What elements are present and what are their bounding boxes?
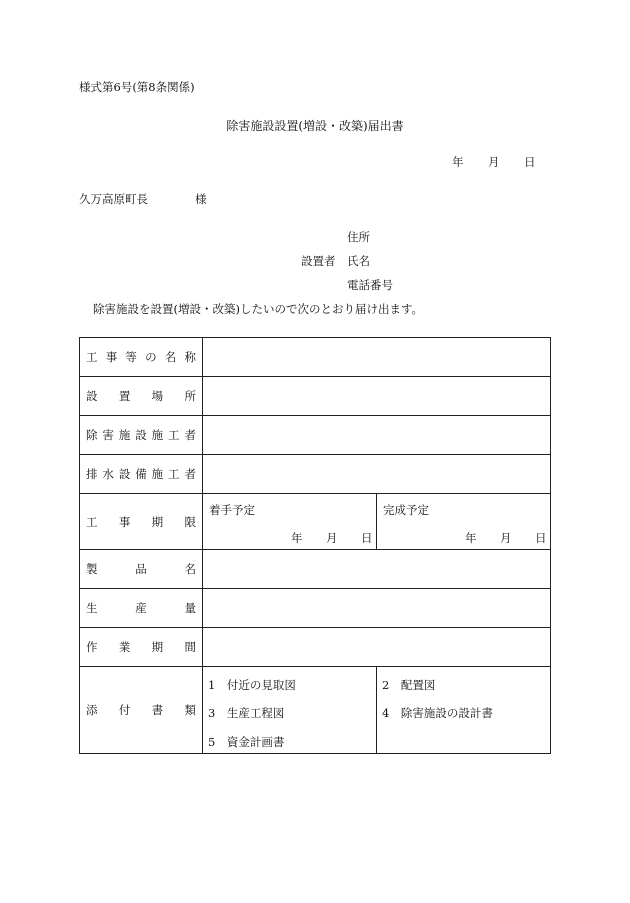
- label-char: 期: [151, 514, 164, 529]
- label-char: 置: [118, 389, 131, 403]
- label-char: 間: [184, 640, 196, 654]
- row-label: [80, 628, 203, 667]
- label-text: [86, 600, 196, 616]
- day-label: 日: [524, 155, 536, 169]
- label-char: 添: [86, 703, 98, 717]
- month-label: 月: [500, 531, 512, 545]
- label-text: [86, 561, 196, 577]
- row-label: [80, 416, 203, 455]
- completion-label: 完成予定: [383, 503, 429, 517]
- row-label: [80, 550, 203, 589]
- year-label: 年: [291, 531, 303, 545]
- label-char: 事: [105, 350, 118, 364]
- day-label: 日: [535, 531, 547, 545]
- attachment-item: 5 資金計画書: [208, 735, 285, 749]
- attachment-item: 4 除害施設の設計書: [382, 706, 493, 720]
- label-char: 業: [118, 640, 131, 654]
- intro-text: 除害施設を設置(増設・改築)したいので次のとおり届け出ます。: [93, 302, 424, 316]
- label-text: [86, 514, 196, 530]
- label-char: 者: [184, 428, 196, 442]
- label-char: 施: [151, 467, 164, 481]
- day-label: 日: [361, 531, 373, 545]
- table-row: [80, 628, 551, 667]
- label-char: 称: [184, 350, 196, 364]
- start-label: 着手予定: [209, 503, 255, 517]
- month-label: 月: [488, 155, 500, 169]
- completion-date-field[interactable]: [377, 494, 551, 550]
- project-name-field[interactable]: [203, 338, 551, 377]
- label-text: [86, 466, 196, 482]
- treatment-contractor-field[interactable]: [203, 416, 551, 455]
- attachments-right: [377, 667, 551, 754]
- label-text: [86, 388, 196, 404]
- label-char: 類: [184, 703, 196, 717]
- month-label: 月: [326, 531, 338, 545]
- year-label: 年: [465, 531, 477, 545]
- label-char: 場: [151, 389, 164, 403]
- start-date-field[interactable]: [203, 494, 377, 550]
- label-char: 設: [135, 428, 147, 442]
- addressee: [79, 192, 207, 206]
- attachment-item: 1 付近の見取図: [208, 678, 296, 692]
- table-row: [80, 455, 551, 494]
- document-title: 除害施設設置(増設・改築)届出書: [226, 119, 404, 133]
- label-char: 者: [184, 467, 196, 481]
- label-char: 設: [86, 389, 98, 403]
- row-label: [80, 667, 203, 754]
- label-char: 工: [86, 350, 98, 364]
- table-row: [80, 416, 551, 455]
- label-char: 生: [86, 601, 98, 615]
- label-char: 排: [86, 467, 98, 481]
- installation-site-field[interactable]: [203, 377, 551, 416]
- label-char: 害: [102, 428, 114, 442]
- table-row: [80, 589, 551, 628]
- label-char: 等: [125, 350, 137, 364]
- attachment-item: 3 生産工程図: [208, 706, 285, 720]
- label-char: 設: [118, 467, 131, 481]
- product-name-field[interactable]: [203, 550, 551, 589]
- row-label: [80, 589, 203, 628]
- honorific: 様: [195, 192, 207, 206]
- attachments-left: [203, 667, 377, 754]
- year-label: 年: [452, 155, 464, 169]
- label-char: 書: [151, 703, 164, 717]
- row-label: [80, 377, 203, 416]
- label-text: [86, 702, 196, 718]
- label-char: 備: [135, 467, 147, 481]
- row-label: [80, 455, 203, 494]
- row-label: [80, 338, 203, 377]
- work-period-field[interactable]: [203, 628, 551, 667]
- form-number: 様式第6号(第8条関係): [79, 80, 195, 94]
- table-row: [80, 550, 551, 589]
- row-label: [80, 494, 203, 550]
- label-char: 除: [86, 428, 98, 442]
- table-row: [80, 338, 551, 377]
- table-row: [80, 667, 551, 754]
- label-char: 水: [102, 467, 114, 481]
- label-char: 工: [168, 428, 180, 442]
- applicant-label: 設置者: [301, 254, 336, 268]
- label-char: 工: [168, 467, 180, 481]
- label-text: [86, 639, 196, 655]
- name-label: 氏名: [347, 254, 370, 268]
- label-char: 施: [151, 428, 164, 442]
- label-char: 所: [184, 389, 196, 403]
- label-char: 名: [184, 562, 196, 576]
- label-char: 付: [118, 703, 131, 717]
- label-text: [86, 427, 196, 443]
- drainage-contractor-field[interactable]: [203, 455, 551, 494]
- attachment-item: 2 配置図: [382, 678, 436, 692]
- label-char: 事: [118, 514, 131, 529]
- label-char: の: [145, 350, 157, 364]
- address-label: 住所: [347, 230, 370, 244]
- application-table: [79, 337, 551, 754]
- table-row: [80, 494, 551, 550]
- label-char: 施: [118, 428, 131, 442]
- label-char: 期: [151, 640, 164, 654]
- table-row: [80, 377, 551, 416]
- addressee-name: 久万高原町長: [79, 192, 148, 206]
- label-char: 量: [184, 601, 196, 615]
- production-volume-field[interactable]: [203, 589, 551, 628]
- label-char: 名: [164, 350, 177, 364]
- label-char: 製: [86, 562, 98, 576]
- label-char: 品: [135, 562, 147, 576]
- label-char: 限: [184, 514, 196, 529]
- label-text: [86, 349, 196, 365]
- label-char: 産: [135, 601, 147, 615]
- label-char: 工: [86, 514, 98, 529]
- phone-label: 電話番号: [347, 278, 393, 292]
- label-char: 作: [86, 640, 98, 654]
